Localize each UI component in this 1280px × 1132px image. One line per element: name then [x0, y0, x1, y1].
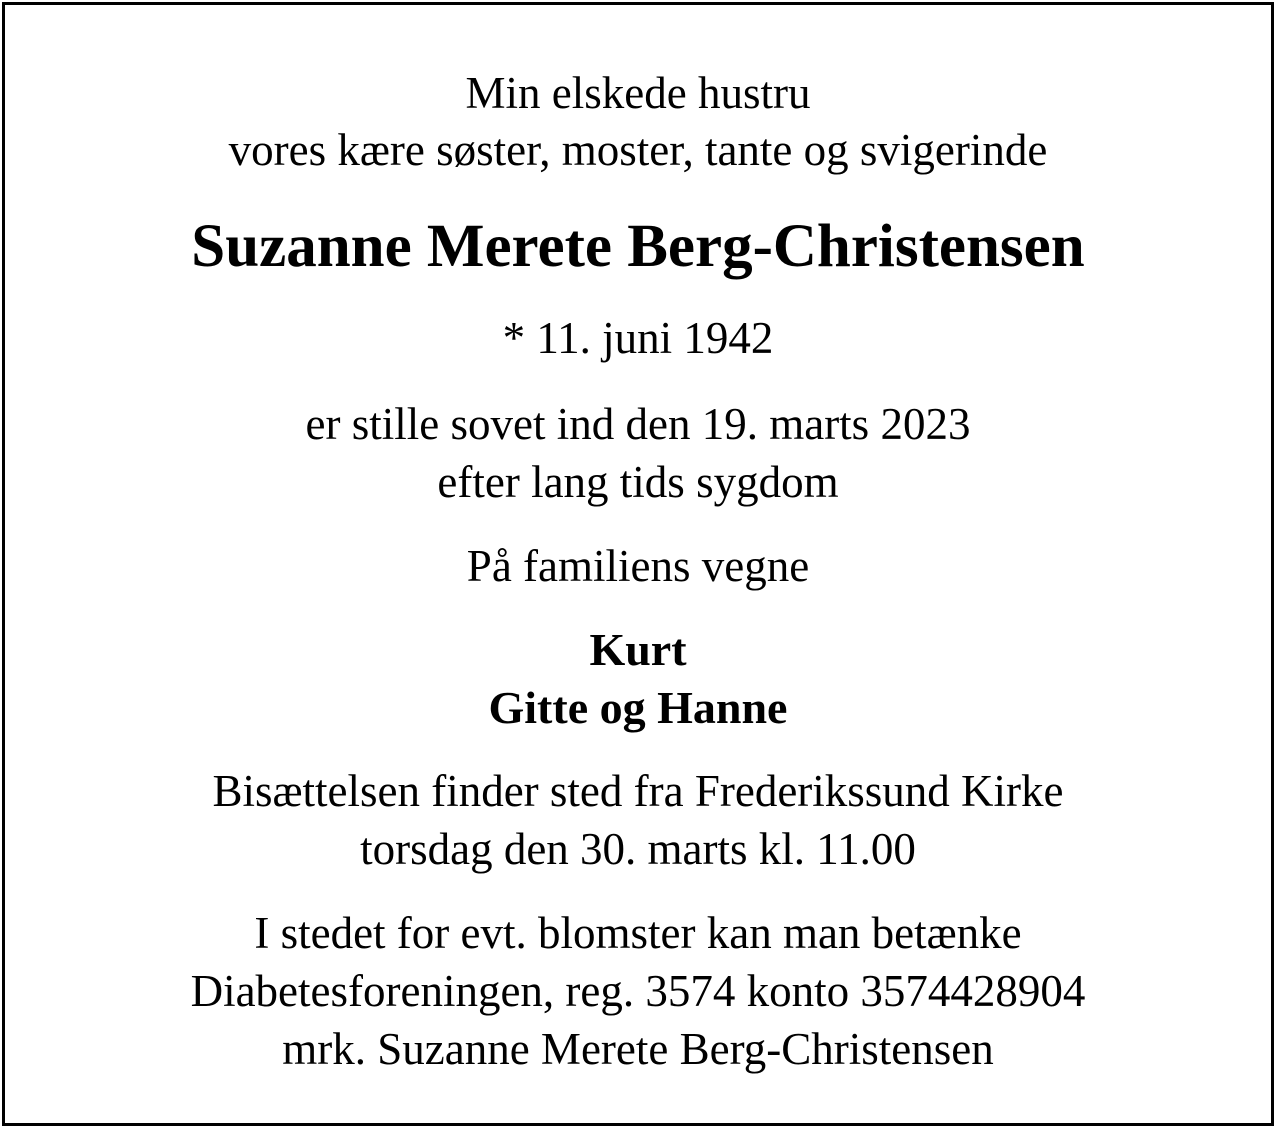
obituary-notice [2, 2, 1274, 1126]
donation-line-3: mrk. Suzanne Merete Berg-Christensen [282, 1024, 994, 1074]
funeral-line-2: torsdag den 30. marts kl. 11.00 [360, 824, 916, 874]
death-line-2: efter lang tids sygdom [437, 457, 839, 507]
deceased-name: Suzanne Merete Berg-Christensen [191, 213, 1085, 280]
donation-line-2: Diabetesforeningen, reg. 3574 konto 3574428904 [190, 966, 1086, 1016]
on-behalf-text: På familiens vegne [466, 541, 810, 591]
intro-line-1: Min elskede hustru [465, 68, 811, 118]
signatory-line-2: Gitte og Hanne [488, 682, 788, 733]
funeral-line-1: Bisættelsen finder sted fra Frederikssund Kirke [212, 766, 1064, 816]
intro-line-2: vores kære søster, moster, tante og svigerinde [228, 125, 1048, 175]
death-line-1: er stille sovet ind den 19. marts 2023 [305, 399, 971, 449]
birth-date: * 11. juni 1942 [502, 313, 774, 363]
signatory-line-1: Kurt [589, 624, 687, 675]
donation-line-1: I stedet for evt. blomster kan man betænke [254, 908, 1022, 958]
